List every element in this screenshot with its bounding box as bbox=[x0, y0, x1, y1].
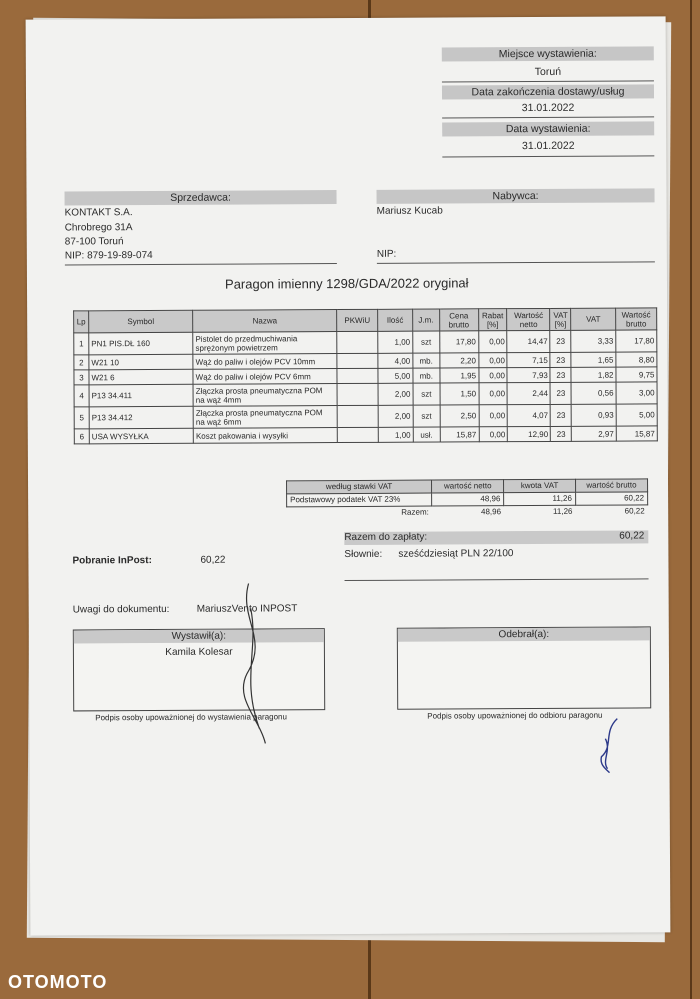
amount-in-words: sześćdziesiąt PLN 22/100 bbox=[398, 548, 514, 560]
cell-lp: 3 bbox=[74, 370, 89, 385]
table-row bbox=[74, 404, 657, 429]
cell-pkwiu bbox=[337, 331, 378, 353]
cell-name bbox=[193, 406, 337, 429]
cell-vat-rate: 23 bbox=[551, 426, 572, 441]
cell-gross: 9,75 bbox=[616, 367, 657, 382]
buyer-nip-label: NIP: bbox=[376, 248, 397, 260]
cell-discount: 0,00 bbox=[479, 383, 508, 405]
cell-unit: mb. bbox=[413, 353, 440, 368]
vat-net: 48,96 bbox=[432, 493, 504, 506]
cell-net: 7,93 bbox=[507, 367, 550, 382]
cell-qty: 1,00 bbox=[378, 331, 413, 353]
cell-price: 1,50 bbox=[440, 383, 479, 405]
cell-vat-rate: 23 bbox=[550, 367, 571, 382]
col-unit: J.m. bbox=[412, 309, 439, 331]
cell-gross: 17,80 bbox=[616, 330, 657, 352]
issue-place: Toruń bbox=[534, 65, 562, 79]
total-to-pay: 60,22 bbox=[619, 530, 645, 542]
received-by-label: Odebrał(a): bbox=[398, 627, 650, 641]
table-row bbox=[74, 382, 657, 407]
seller-nip: NIP: 879-19-89-074 bbox=[64, 250, 153, 262]
received-by-box bbox=[397, 626, 651, 709]
cell-name bbox=[193, 384, 337, 407]
notes-value: MariuszVento INPOST bbox=[196, 603, 298, 615]
col-pkwiu: PKWiU bbox=[337, 309, 378, 331]
cell-qty: 1,00 bbox=[378, 427, 413, 442]
col-gross: Wartość brutto bbox=[616, 308, 657, 330]
col-vat: VAT bbox=[571, 308, 616, 330]
cell-vat: 0,93 bbox=[571, 404, 616, 426]
col-qty: Ilość bbox=[378, 309, 413, 331]
cell-price: 17,80 bbox=[439, 331, 478, 353]
vat-col-net: wartość netto bbox=[432, 480, 504, 493]
col-lp: Lp bbox=[74, 311, 89, 333]
cell-net: 14,47 bbox=[507, 330, 550, 352]
cell-symbol: W21 10 bbox=[89, 354, 193, 370]
vat-col-gross: wartość brutto bbox=[575, 479, 647, 492]
cell-name bbox=[193, 428, 337, 444]
vat-col-vat: kwota VAT bbox=[504, 479, 576, 492]
cell-net: 4,07 bbox=[508, 404, 551, 426]
cell-symbol: PN1 PIS.DŁ 160 bbox=[89, 332, 193, 355]
seller-label: Sprzedawca: bbox=[65, 190, 337, 205]
cell-pkwiu bbox=[337, 405, 378, 427]
cell-lp: 1 bbox=[74, 333, 89, 355]
cell-gross: 15,87 bbox=[616, 426, 657, 441]
vat-summary-table bbox=[286, 478, 648, 519]
buyer-name: Mariusz Kucab bbox=[376, 205, 443, 217]
cell-vat: 1,82 bbox=[571, 367, 616, 382]
cell-lp: 4 bbox=[74, 385, 89, 407]
cod-label: Pobranie InPost: bbox=[72, 555, 152, 567]
cell-unit: mb. bbox=[413, 368, 440, 383]
cell-gross: 8,80 bbox=[616, 352, 657, 367]
cell-name-line1: Złączka prosta pneumatyczna POM bbox=[195, 385, 323, 396]
table-row bbox=[74, 330, 657, 355]
cell-pkwiu bbox=[337, 353, 378, 368]
cell-discount: 0,00 bbox=[479, 405, 508, 427]
cell-vat-rate: 23 bbox=[550, 404, 571, 426]
total-to-pay-bar bbox=[344, 530, 648, 545]
buyer-label: Nabywca: bbox=[377, 188, 655, 203]
seller-city: 87-100 Toruń bbox=[64, 236, 124, 248]
vat-col-rate: według stawki VAT bbox=[287, 480, 432, 494]
cell-name-line2: sprężonym powietrzem bbox=[195, 342, 278, 353]
cell-gross: 5,00 bbox=[616, 404, 657, 426]
seller-street: Chrobrego 31A bbox=[64, 222, 133, 234]
cell-net: 2,44 bbox=[507, 382, 550, 404]
cell-name-line2: na wąż 4mm bbox=[195, 395, 242, 405]
cell-price: 2,50 bbox=[440, 405, 479, 427]
cell-name bbox=[193, 332, 337, 355]
cell-symbol: P13 34.411 bbox=[89, 384, 193, 407]
cell-unit: usł. bbox=[413, 427, 440, 442]
cell-lp: 6 bbox=[74, 429, 89, 444]
issue-place-label: Miejsce wystawienia: bbox=[442, 46, 654, 61]
cell-name-line1: Wąż do paliw i olejów PCV 10mm bbox=[195, 356, 316, 367]
cell-lp: 2 bbox=[74, 355, 89, 370]
cell-name-line1: Wąż do paliw i olejów PCV 6mm bbox=[195, 371, 311, 382]
cell-name-line1: Złączka prosta pneumatyczna POM bbox=[195, 407, 323, 418]
document-title: Paragon imienny 1298/GDA/2022 oryginał bbox=[224, 275, 469, 292]
cell-discount: 0,00 bbox=[478, 331, 507, 353]
cell-symbol: P13 34.412 bbox=[89, 406, 193, 429]
cell-name-line1: Koszt pakowania i wysyłki bbox=[195, 430, 289, 441]
receiver-signature-scribble bbox=[595, 717, 625, 777]
cell-net: 12,90 bbox=[508, 426, 551, 441]
table-row bbox=[74, 426, 657, 444]
cell-qty: 2,00 bbox=[378, 405, 413, 427]
cell-gross: 3,00 bbox=[616, 382, 657, 404]
cell-vat-rate: 23 bbox=[550, 352, 571, 367]
receipt-document bbox=[26, 16, 671, 935]
cell-name-line2: na wąż 6mm bbox=[195, 417, 242, 427]
cell-vat: 1,65 bbox=[571, 352, 616, 367]
cell-vat: 3,33 bbox=[571, 330, 616, 352]
issued-caption: Podpis osoby upoważnionej do wystawienia paragonu bbox=[95, 712, 287, 723]
cell-qty: 2,00 bbox=[378, 383, 413, 405]
cell-qty: 4,00 bbox=[378, 353, 413, 368]
delivery-date: 31.01.2022 bbox=[521, 101, 575, 115]
cell-net: 7,15 bbox=[507, 352, 550, 367]
otomoto-watermark: OTOMOTO bbox=[8, 972, 108, 992]
cell-unit: szt bbox=[413, 383, 440, 405]
cell-pkwiu bbox=[337, 383, 378, 405]
cell-name-line1: Pistolet do przedmuchiwania bbox=[195, 333, 298, 344]
vat-total-net: 48,96 bbox=[480, 507, 502, 517]
cell-lp: 5 bbox=[74, 407, 89, 429]
col-name: Nazwa bbox=[193, 310, 337, 333]
vat-gross: 60,22 bbox=[575, 492, 647, 505]
issue-date-label: Data wystawienia: bbox=[442, 121, 654, 136]
issued-by-label: Wystawił(a): bbox=[74, 629, 324, 643]
received-caption: Podpis osoby upoważnionej do odbioru paragonu bbox=[427, 710, 603, 721]
cell-price: 15,87 bbox=[440, 427, 479, 442]
cell-vat: 0,56 bbox=[571, 382, 616, 404]
cell-vat-rate: 23 bbox=[550, 330, 571, 352]
cell-name bbox=[193, 369, 337, 385]
cell-pkwiu bbox=[337, 427, 378, 442]
vat-total-vat: 11,26 bbox=[553, 506, 573, 516]
cell-symbol: USA WYSYŁKA bbox=[89, 428, 193, 444]
vat-total-gross: 60,22 bbox=[624, 506, 645, 516]
col-price: Cena brutto bbox=[439, 309, 478, 331]
cell-vat-rate: 23 bbox=[550, 382, 571, 404]
issued-by-name: Kamila Kolesar bbox=[165, 646, 233, 658]
vat-total-label: Razem: bbox=[401, 507, 429, 517]
col-net: Wartość netto bbox=[507, 308, 550, 330]
cell-unit: szt bbox=[413, 405, 440, 427]
delivery-date-label: Data zakończenia dostawy/usług bbox=[442, 84, 654, 99]
col-discount: Rabat [%] bbox=[478, 309, 507, 331]
cod-amount: 60,22 bbox=[200, 554, 226, 566]
cell-pkwiu bbox=[337, 368, 378, 383]
amount-in-words-label: Słownie: bbox=[344, 548, 383, 561]
issue-date: 31.01.2022 bbox=[521, 139, 575, 153]
total-to-pay-label: Razem do zapłaty: bbox=[344, 531, 428, 544]
seller-name: KONTAKT S.A. bbox=[64, 207, 133, 219]
vat-rate: Podstawowy podatek VAT 23% bbox=[287, 493, 432, 507]
cell-unit: szt bbox=[413, 331, 440, 353]
items-table bbox=[73, 307, 658, 444]
notes-label: Uwagi do dokumentu: bbox=[72, 603, 170, 616]
cell-name bbox=[193, 354, 337, 370]
col-symbol: Symbol bbox=[89, 310, 193, 333]
col-vat-rate: VAT [%] bbox=[550, 308, 571, 330]
vat-amount: 11,26 bbox=[504, 492, 576, 505]
cell-vat: 2,97 bbox=[572, 426, 617, 441]
signature-scribble bbox=[229, 578, 290, 748]
cell-discount: 0,00 bbox=[478, 353, 507, 368]
cell-price: 2,20 bbox=[440, 353, 479, 368]
cell-symbol: W21 6 bbox=[89, 369, 193, 385]
cell-discount: 0,00 bbox=[478, 368, 507, 383]
cell-qty: 5,00 bbox=[378, 368, 413, 383]
cell-price: 1,95 bbox=[440, 368, 479, 383]
cell-discount: 0,00 bbox=[479, 427, 508, 442]
